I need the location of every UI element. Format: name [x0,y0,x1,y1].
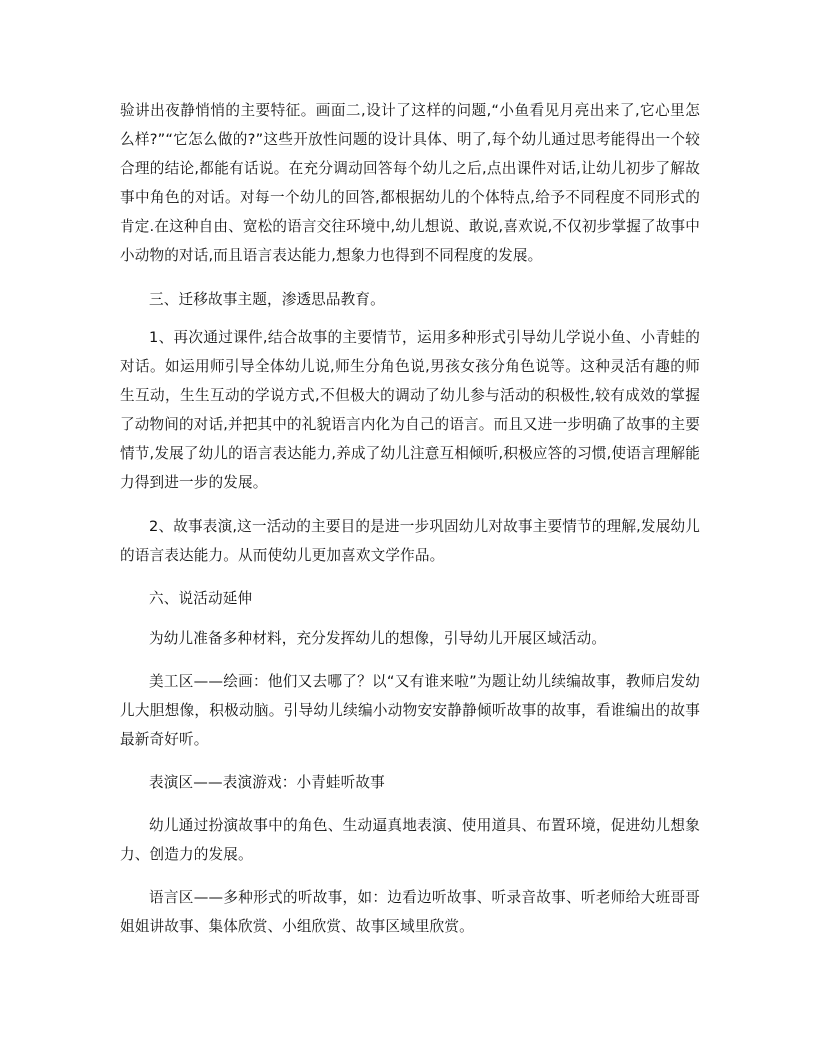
paragraph-materials: 为幼儿准备多种材料，充分发挥幼儿的想像，引导幼儿开展区域活动。 [149,630,607,647]
paragraph-step-2: 2、故事表演,这一活动的主要目的是进一步巩固幼儿对故事主要情节的理解,发展幼儿的语言表达能力。从而使幼儿更加喜欢文学作品。 [120,518,700,564]
paragraph-role-play: 幼儿通过扮演故事中的角色、生动逼真地表演、使用道具、布置环境，促进幼儿想象力、创造力的发展。 [120,817,700,863]
paragraph-story-analysis: 验讲出夜静悄悄的主要特征。画面二,设计了这样的问题,“小鱼看见月亮出来了,它心里怎么样?”“它怎么做的?”这些开放性问题的设计具体、明了,每个幼儿通过思考能得出一个较合理的结论,都能有话说。在充分调动回答每个幼儿之后,点出课件对话,让幼儿初步了解故事中角色的对话。对每一个幼儿的回答,都根据幼儿的个体特点,给予不同程度不同形式的肯定.在这种自由、宽松的语言交往环境中,幼儿想说、敢说,喜欢说,不仅初步掌握了故事中小动物的对话,而且语言表达能力,想象力也得到不同程度的发展。 [120,102,700,264]
paragraph-language-area: 语言区——多种形式的听故事，如：边看边听故事、听录音故事、听老师给大班哥哥姐姐讲故事、集体欣赏、小组欣赏、故事区域里欣赏。 [120,889,700,935]
paragraph-step-1: 1、再次通过课件,结合故事的主要情节，运用多种形式引导幼儿学说小鱼、小青蛙的对话。如运用师引导全体幼儿说,师生分角色说,男孩女孩分角色说等。这种灵活有趣的师生互动，生生互动的学说方式,不但极大的调动了幼儿参与活动的积极性,较有成效的掌握了动物间的对话,并把其中的礼貌语言内化为自己的语言。而且又进一步明确了故事的主要情节,发展了幼儿的语言表达能力,养成了幼儿注意互相倾听,积极应答的习惯,使语言理解能力得到进一步的发展。 [120,329,700,491]
section-heading-3: 三、迁移故事主题，渗透思品教育。 [149,291,385,308]
paragraph-performance-area: 表演区——表演游戏：小青蛙听故事 [149,774,385,791]
section-heading-6: 六、说活动延伸 [149,590,253,607]
paragraph-art-area: 美工区——绘画：他们又去哪了？以“又有谁来啦”为题让幼儿续编故事，教师启发幼儿大胆想像，积极动脑。引导幼儿续编小动物安安静静倾听故事的故事，看谁编出的故事最新奇好听。 [120,673,700,748]
